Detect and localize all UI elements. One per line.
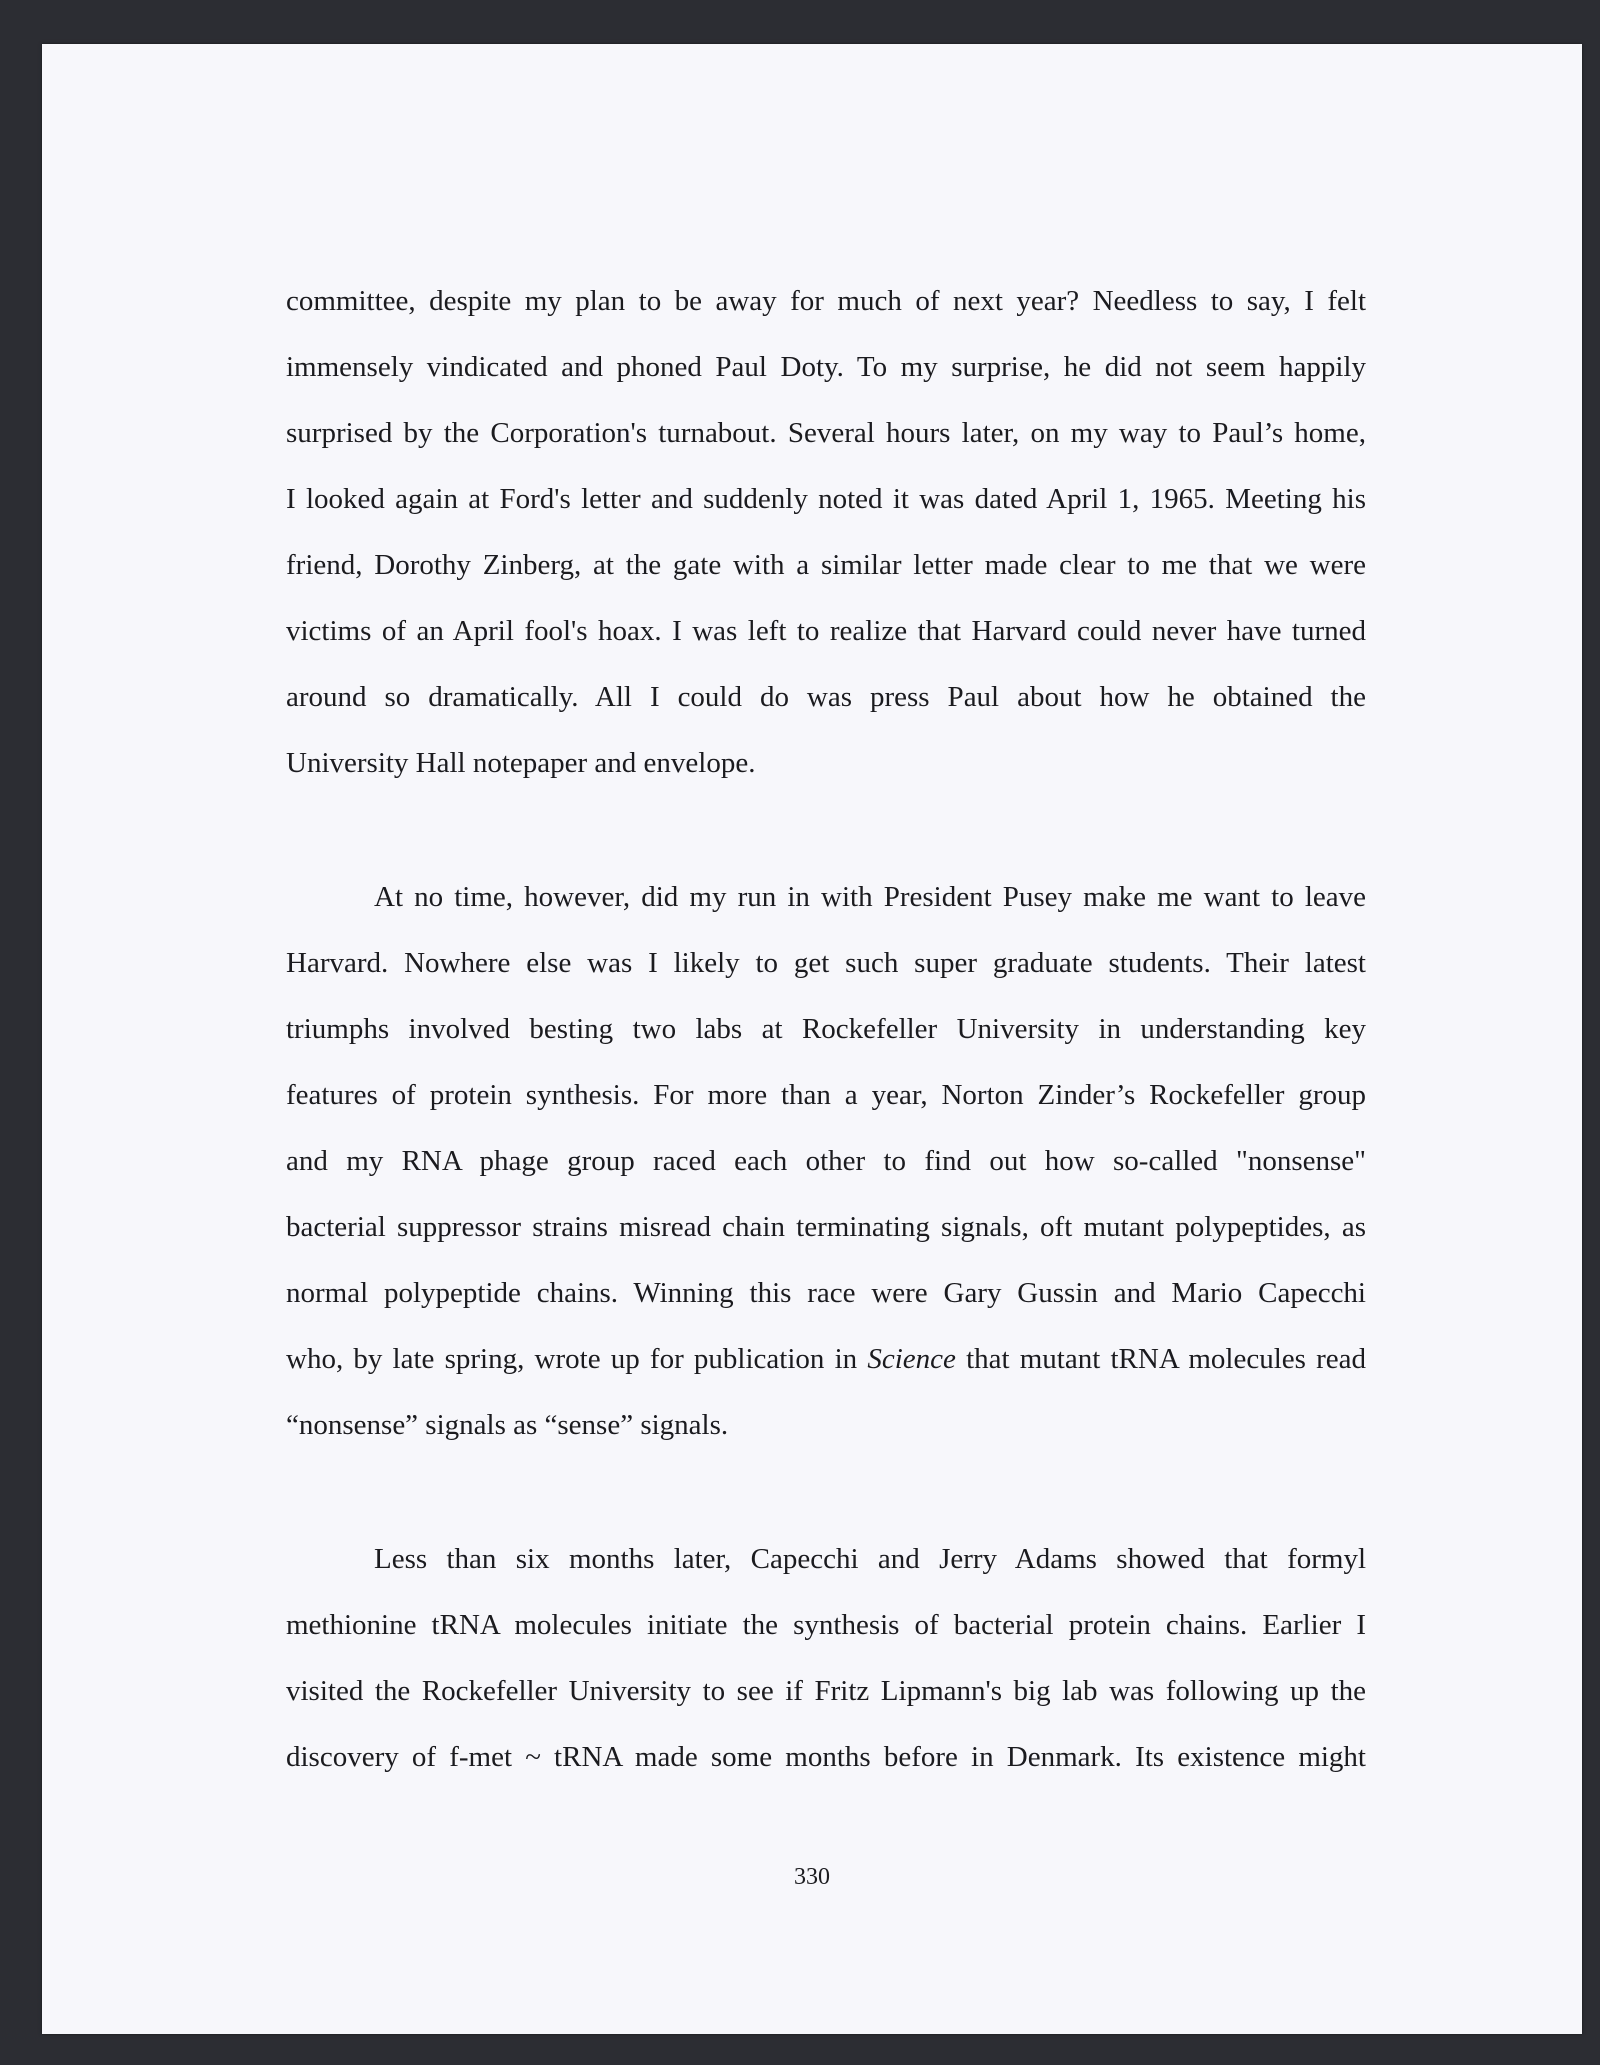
text-line: victims of an April fool's hoax. I was left to realize that Harvard could never have turned <box>286 615 1366 647</box>
text-line: normal polypeptide chains. Winning this race were Gary Gussin and Mario Capecchi <box>286 1277 1366 1309</box>
text-line: committee, despite my plan to be away for much of next year? Needless to say, I felt <box>286 285 1366 317</box>
text-line: visited the Rockefeller University to see if Fritz Lipmann's big lab was following up the <box>286 1675 1366 1707</box>
text-line: University Hall notepaper and envelope. <box>286 747 756 779</box>
text-line-with-italic: who, by late spring, wrote up for publication in Science that mutant tRNA molecules read <box>286 1343 1366 1375</box>
text-line: friend, Dorothy Zinberg, at the gate with a similar letter made clear to me that we were <box>286 549 1366 581</box>
text-line: and my RNA phage group raced each other to find out how so-called "nonsense" <box>286 1145 1366 1177</box>
text-line: bacterial suppressor strains misread chain terminating signals, oft mutant polypeptides, as <box>286 1211 1366 1243</box>
text-line: triumphs involved besting two labs at Rockefeller University in understanding key <box>286 1013 1366 1045</box>
paragraph-1 <box>286 268 1366 796</box>
text-line: Less than six months later, Capecchi and Jerry Adams showed that formyl <box>374 1543 1366 1575</box>
paragraph-spacer <box>286 1458 1366 1526</box>
paragraph-spacer <box>286 796 1366 864</box>
text-line: discovery of f-met ~ tRNA made some months before in Denmark. Its existence might <box>286 1741 1366 1773</box>
text-line: Harvard. Nowhere else was I likely to get such super graduate students. Their latest <box>286 947 1366 979</box>
text-line: features of protein synthesis. For more than a year, Norton Zinder’s Rockefeller group <box>286 1079 1366 1111</box>
text-line: I looked again at Ford's letter and suddenly noted it was dated April 1, 1965. Meeting his <box>286 483 1366 515</box>
text-line: immensely vindicated and phoned Paul Doty. To my surprise, he did not seem happily <box>286 351 1366 383</box>
paragraph-3 <box>286 1526 1366 1790</box>
paragraph-2 <box>286 864 1366 1458</box>
italic-journal-title: Science <box>867 1343 956 1375</box>
text-line: At no time, however, did my run in with President Pusey make me want to leave <box>374 881 1366 913</box>
text-line: around so dramatically. All I could do was press Paul about how he obtained the <box>286 681 1366 713</box>
document-page <box>42 44 1582 2034</box>
text-line: methionine tRNA molecules initiate the synthesis of bacterial protein chains. Earlier I <box>286 1609 1366 1641</box>
text-line: “nonsense” signals as “sense” signals. <box>286 1409 729 1441</box>
text-line: surprised by the Corporation's turnabout. Several hours later, on my way to Paul’s home, <box>286 417 1366 449</box>
page-number: 330 <box>794 1864 830 1890</box>
body-text <box>286 268 1366 1790</box>
text-line <box>286 1326 1366 1392</box>
